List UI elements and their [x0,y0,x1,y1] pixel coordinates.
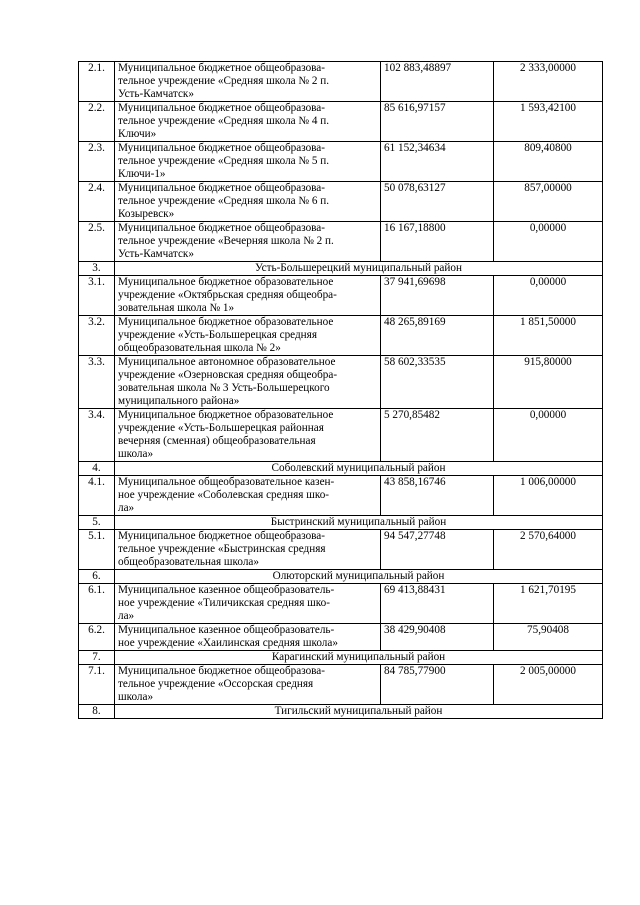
amount-part: 0,00000 [494,222,603,262]
amount-part: 1 621,70195 [494,584,603,624]
institution-name-line: вечерняя (сменная) общеобразовательная [118,435,316,447]
institution-name-line: муниципального района» [118,395,240,407]
institution-name-line: Муниципальное казенное общеобразователь- [118,584,335,596]
institution-name-line: зовательная школа № 1» [118,302,235,314]
institution-name [115,624,381,651]
institution-name [115,356,381,409]
institution-name-line: Козыревск» [118,208,175,220]
institution-row [79,142,603,182]
region-title: Соболевский муниципальный район [115,462,603,476]
row-number: 2.5. [79,222,115,262]
amount-part: 0,00000 [494,409,603,462]
region-row [79,516,603,530]
institution-name-line: тельное учреждение «Средняя школа № 5 п. [118,155,330,167]
row-number: 5.1. [79,530,115,570]
institution-row [79,665,603,705]
institution-name-line: школа» [118,448,154,460]
amount-part: 2 570,64000 [494,530,603,570]
institution-name-line: тельное учреждение «Средняя школа № 2 п. [118,75,330,87]
institution-name-line: Муниципальное бюджетное образовательное [118,316,334,328]
institution-name-line: Муниципальное общеобразовательное казен- [118,476,335,488]
amount-part: 1 851,50000 [494,316,603,356]
amount-total: 58 602,33535 [381,356,494,409]
row-number: 7. [79,651,115,665]
institution-name-line: Ключи» [118,128,157,140]
region-title: Быстринский муниципальный район [115,516,603,530]
amount-total: 94 547,27748 [381,530,494,570]
document-page [78,61,602,719]
amount-total: 69 413,88431 [381,584,494,624]
institution-name-line: тельное учреждение «Средняя школа № 4 п. [118,115,330,127]
institution-name-line: Муниципальное бюджетное общеобразова- [118,530,326,542]
institution-name [115,182,381,222]
amount-part: 915,80000 [494,356,603,409]
institution-name [115,584,381,624]
institution-name-line: ла» [118,610,135,622]
amount-part: 0,00000 [494,276,603,316]
amount-total: 102 883,48897 [381,62,494,102]
row-number: 3.3. [79,356,115,409]
institution-name-line: ное учреждение «Хаилинская средняя школа» [118,637,338,649]
region-title: Олюторский муниципальный район [115,570,603,584]
institution-name-line: школа» [118,691,154,703]
region-row [79,705,603,719]
institution-name-line: Усть-Камчатск» [118,88,194,100]
amount-total: 16 167,18800 [381,222,494,262]
amount-total: 61 152,34634 [381,142,494,182]
row-number: 5. [79,516,115,530]
amount-part: 2 005,00000 [494,665,603,705]
row-number: 4. [79,462,115,476]
row-number: 2.4. [79,182,115,222]
institution-row [79,624,603,651]
institution-name [115,62,381,102]
region-title: Усть-Большерецкий муниципальный район [115,262,603,276]
institution-row [79,276,603,316]
row-number: 3.4. [79,409,115,462]
institution-name-line: Ключи-1» [118,168,166,180]
institution-row [79,356,603,409]
institution-row [79,476,603,516]
institution-name [115,409,381,462]
institution-name-line: ла» [118,502,135,514]
institution-row [79,62,603,102]
row-number: 3.2. [79,316,115,356]
institution-name [115,276,381,316]
amount-total: 37 941,69698 [381,276,494,316]
institution-row [79,584,603,624]
institution-name [115,530,381,570]
row-number: 4.1. [79,476,115,516]
region-title: Тигильский муниципальный район [115,705,603,719]
institution-name-line: тельное учреждение «Быстринская средняя [118,543,326,555]
institution-name [115,222,381,262]
institution-row [79,409,603,462]
amount-part: 1 006,00000 [494,476,603,516]
institution-name [115,476,381,516]
amount-part: 809,40800 [494,142,603,182]
institution-name-line: Муниципальное бюджетное общеобразова- [118,182,326,194]
institution-name-line: общеобразовательная школа» [118,556,259,568]
amount-total: 43 858,16746 [381,476,494,516]
institution-name-line: Муниципальное казенное общеобразователь- [118,624,335,636]
institution-name-line: учреждение «Октябрьская средняя общеобра- [118,289,337,301]
institution-name-line: тельное учреждение «Оссорская средняя [118,678,314,690]
row-number: 6. [79,570,115,584]
institution-name-line: Муниципальное бюджетное общеобразова- [118,62,326,74]
row-number: 6.2. [79,624,115,651]
row-number: 3.1. [79,276,115,316]
region-row [79,651,603,665]
institution-name [115,316,381,356]
amount-total: 48 265,89169 [381,316,494,356]
institution-name [115,665,381,705]
row-number: 3. [79,262,115,276]
institution-row [79,222,603,262]
institution-row [79,102,603,142]
institution-name-line: учреждение «Озерновская средняя общеобра- [118,369,338,381]
amount-part: 857,00000 [494,182,603,222]
institution-name-line: Муниципальное автономное образовательное [118,356,336,368]
row-number: 2.2. [79,102,115,142]
institution-name-line: Муниципальное бюджетное общеобразова- [118,222,326,234]
institution-name-line: учреждение «Усть-Большерецкая средняя [118,329,317,341]
row-number: 8. [79,705,115,719]
row-number: 7.1. [79,665,115,705]
institution-name [115,142,381,182]
row-number: 2.3. [79,142,115,182]
institution-name-line: ное учреждение «Соболевская средняя шко- [118,489,330,501]
institution-name-line: общеобразовательная школа № 2» [118,342,281,354]
amount-total: 85 616,97157 [381,102,494,142]
funding-table-body [79,62,603,719]
amount-total: 84 785,77900 [381,665,494,705]
region-row [79,462,603,476]
amount-total: 50 078,63127 [381,182,494,222]
amount-part: 75,90408 [494,624,603,651]
institution-name-line: учреждение «Усть-Большерецкая районная [118,422,324,434]
region-row [79,570,603,584]
institution-name-line: Усть-Камчатск» [118,248,194,260]
row-number: 2.1. [79,62,115,102]
institution-name-line: Муниципальное бюджетное образовательное [118,409,334,421]
institution-row [79,182,603,222]
institution-name-line: Муниципальное бюджетное общеобразова- [118,665,326,677]
institution-name-line: ное учреждение «Тиличикская средняя шко- [118,597,330,609]
institution-name [115,102,381,142]
region-title: Карагинский муниципальный район [115,651,603,665]
region-row [79,262,603,276]
institution-row [79,316,603,356]
amount-part: 2 333,00000 [494,62,603,102]
funding-table [78,61,603,719]
amount-part: 1 593,42100 [494,102,603,142]
amount-total: 38 429,90408 [381,624,494,651]
institution-name-line: Муниципальное бюджетное образовательное [118,276,334,288]
institution-name-line: Муниципальное бюджетное общеобразова- [118,102,326,114]
institution-name-line: зовательная школа № 3 Усть-Большерецкого [118,382,330,394]
institution-row [79,530,603,570]
institution-name-line: тельное учреждение «Вечерняя школа № 2 п. [118,235,334,247]
row-number: 6.1. [79,584,115,624]
amount-total: 5 270,85482 [381,409,494,462]
institution-name-line: тельное учреждение «Средняя школа № 6 п. [118,195,330,207]
institution-name-line: Муниципальное бюджетное общеобразова- [118,142,326,154]
